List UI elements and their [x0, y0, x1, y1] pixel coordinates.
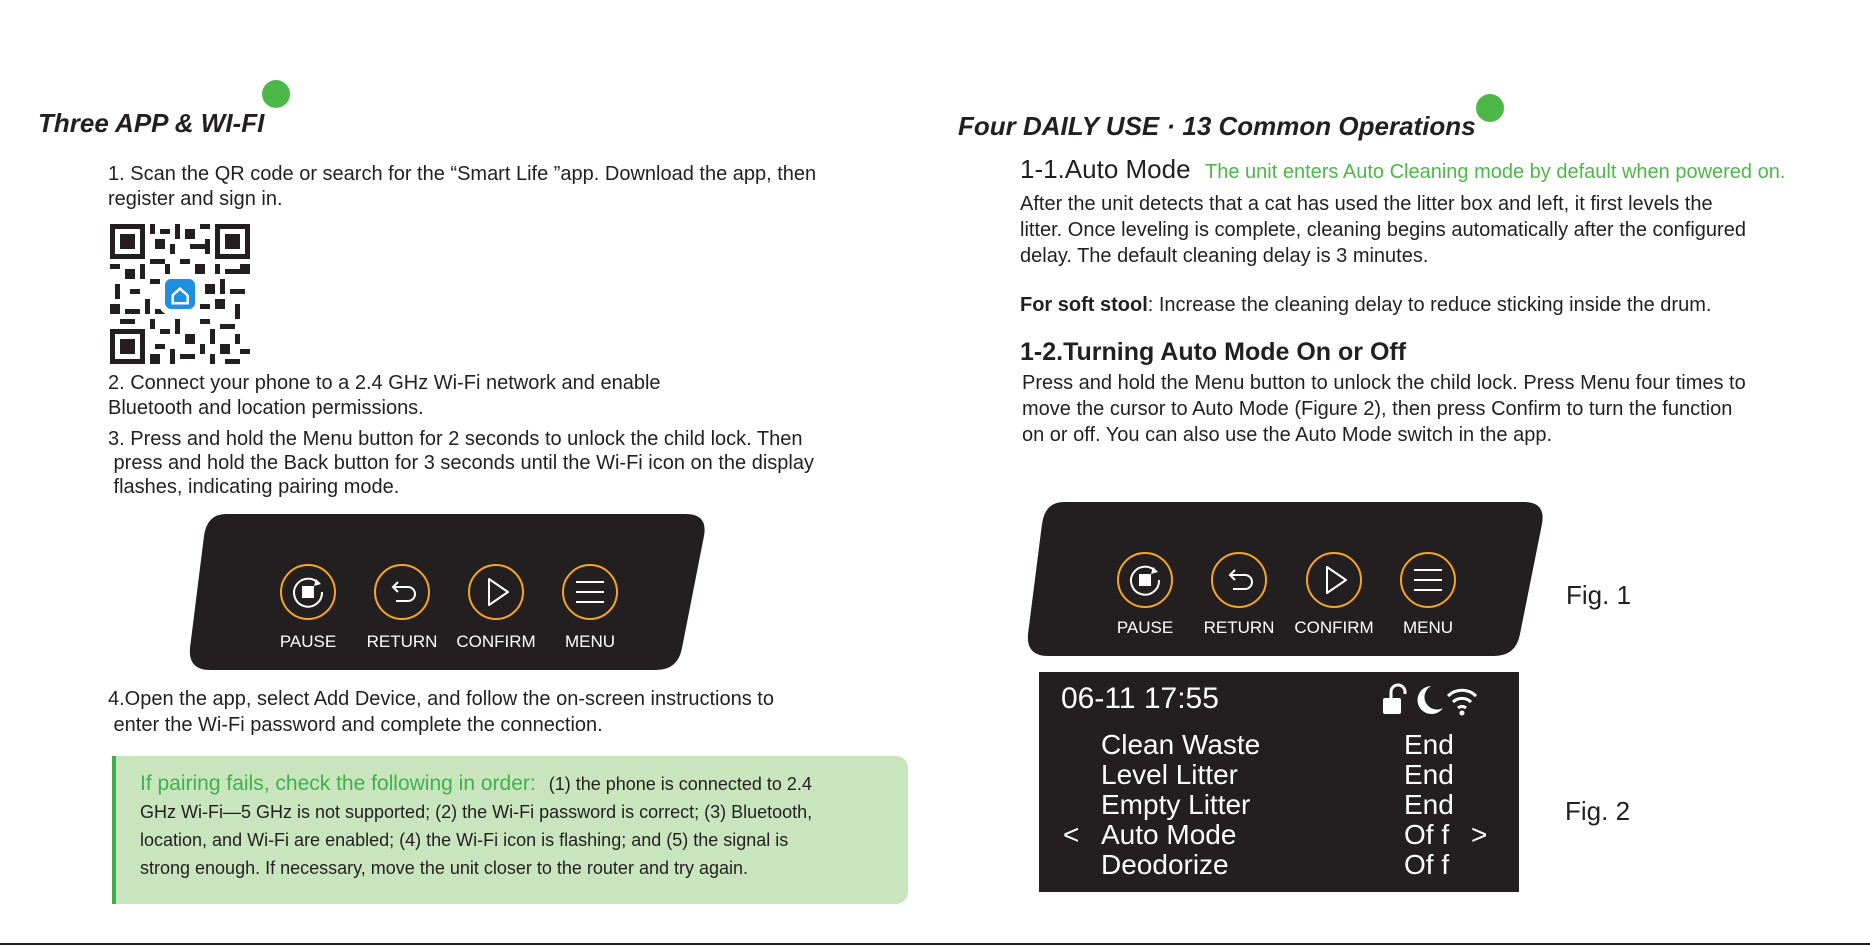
menu-lines-icon [560, 562, 620, 622]
return-label-right: RETURN [1203, 618, 1275, 637]
confirm-button[interactable] [466, 562, 526, 622]
confirm-label-right: CONFIRM [1294, 618, 1374, 637]
toggle-body [1022, 370, 1842, 448]
return-arrow-icon [1209, 550, 1269, 610]
green-dot-marker [262, 80, 290, 108]
tip-lead: If pairing fails, check the following in order: [140, 772, 536, 795]
step-3-line-1: 3. Press and hold the Menu button for 2 seconds to unlock the child lock. Then [108, 428, 803, 450]
soft-stool-note [1020, 293, 1711, 318]
menu-button[interactable] [560, 562, 620, 622]
play-triangle-icon [466, 562, 526, 622]
auto-line-3: delay. The default cleaning delay is 3 minutes. [1020, 245, 1429, 267]
right-section-title: Four DAILY USE · 13 Common Operations [958, 111, 1476, 141]
step-3 [108, 427, 928, 499]
return-arrow-icon [372, 562, 432, 622]
step-4-line-1: 4.Open the app, select Add Device, and follow the on-screen instructions to [108, 688, 774, 710]
menu-value-level-litter: End [1404, 759, 1454, 790]
step-2 [108, 371, 908, 421]
pause-button[interactable] [278, 562, 338, 622]
auto-line-1: After the unit detects that a cat has used the litter box and left, it first levels the [1020, 193, 1713, 215]
pause-label-right: PAUSE [1116, 618, 1174, 637]
pause-stop-icon [1115, 550, 1175, 610]
fig-2-label: Fig. 2 [1565, 796, 1631, 826]
menu-row-auto-mode: Auto Mode [1101, 819, 1237, 850]
auto-mode-header [1020, 154, 1785, 185]
menu-value-clean-waste: End [1404, 729, 1454, 760]
return-button[interactable] [372, 562, 432, 622]
toggle-line-1: Press and hold the Menu button to unlock the child lock. Press Menu four times to [1022, 372, 1746, 394]
control-panel-right [1026, 502, 1546, 656]
step-1-line-2: register and sign in. [108, 188, 283, 210]
step-4-line-2: enter the Wi-Fi password and complete the connection. [108, 714, 603, 736]
return-button-right[interactable] [1209, 550, 1269, 610]
step-2-line-1: 2. Connect your phone to a 2.4 GHz Wi-Fi network and enable [108, 372, 661, 394]
menu-label-right: MENU [1402, 618, 1454, 637]
tip-line-3: location, and Wi-Fi are enabled; (4) the Wi-Fi icon is flashing; and (5) the signal is [140, 830, 789, 850]
menu-value-auto-mode: Of f [1404, 819, 1450, 850]
qr-code-graphic [110, 224, 250, 364]
green-dot-marker-right [1476, 94, 1504, 122]
tip-line-2: GHz Wi-Fi—5 GHz is not supported; (2) the Wi-Fi password is correct; (3) Bluetooth, [140, 802, 813, 822]
menu-row-clean-waste: Clean Waste [1101, 729, 1261, 760]
cursor-left: < [1063, 819, 1080, 850]
left-section-title: Three APP & WI-FI [38, 108, 265, 138]
soft-stool-text: : Increase the cleaning delay to reduce sticking inside the drum. [1147, 294, 1712, 316]
step-3-line-3: flashes, indicating pairing mode. [108, 476, 400, 498]
tip-line-4: strong enough. If necessary, move the unit closer to the router and try again. [140, 858, 749, 878]
toggle-line-3: on or off. You can also use the Auto Mode switch in the app. [1022, 424, 1552, 446]
return-label: RETURN [366, 632, 438, 651]
menu-value-empty-litter: End [1404, 789, 1454, 820]
cursor-right: > [1471, 819, 1488, 850]
moon-icon [1411, 682, 1445, 718]
fig-1-label: Fig. 1 [1566, 580, 1632, 610]
step-4 [108, 686, 908, 738]
menu-row-level-litter: Level Litter [1101, 759, 1238, 790]
confirm-label: CONFIRM [456, 632, 536, 651]
menu-lines-icon [1398, 550, 1458, 610]
tip-line-1: (1) the phone is connected to 2.4 [548, 774, 812, 794]
pairing-tip-text [140, 770, 906, 882]
step-1-line-1: 1. Scan the QR code or search for the “Smart Life ”app. Download the app, then [108, 163, 817, 185]
pause-button-right[interactable] [1115, 550, 1175, 610]
step-2-line-2: Bluetooth and location permissions. [108, 397, 424, 419]
toggle-heading: 1-2.Turning Auto Mode On or Off [1020, 338, 1407, 366]
menu-row-deodorize: Deodorize [1101, 849, 1229, 880]
menu-row-empty-litter: Empty Litter [1101, 789, 1251, 820]
qr-code [110, 224, 250, 369]
auto-mode-heading: 1-1.Auto Mode [1020, 154, 1191, 184]
soft-stool-label: For soft stool [1020, 294, 1148, 316]
pause-label: PAUSE [279, 632, 337, 651]
pairing-tip-box [112, 756, 908, 904]
device-display [1039, 672, 1519, 892]
toggle-line-2: move the cursor to Auto Mode (Figure 2), then press Confirm to turn the function [1022, 398, 1733, 420]
menu-label: MENU [564, 632, 616, 651]
unlock-icon [1381, 682, 1411, 718]
step-3-line-2: press and hold the Back button for 3 seconds until the Wi-Fi icon on the display [108, 452, 814, 474]
wifi-icon [1445, 682, 1479, 718]
control-panel-left [188, 514, 708, 670]
confirm-button-right[interactable] [1304, 550, 1364, 610]
menu-button-right[interactable] [1398, 550, 1458, 610]
bottom-rule [0, 943, 1870, 945]
menu-value-deodorize: Of f [1404, 849, 1450, 880]
display-datetime: 06-11 17:55 [1061, 682, 1219, 715]
play-triangle-icon [1304, 550, 1364, 610]
auto-mode-note: The unit enters Auto Cleaning mode by default when powered on. [1205, 161, 1786, 183]
step-1 [108, 162, 908, 212]
pause-stop-icon [278, 562, 338, 622]
auto-line-2: litter. Once leveling is complete, cleaning begins automatically after the configured [1020, 219, 1746, 241]
auto-mode-body [1020, 191, 1840, 269]
